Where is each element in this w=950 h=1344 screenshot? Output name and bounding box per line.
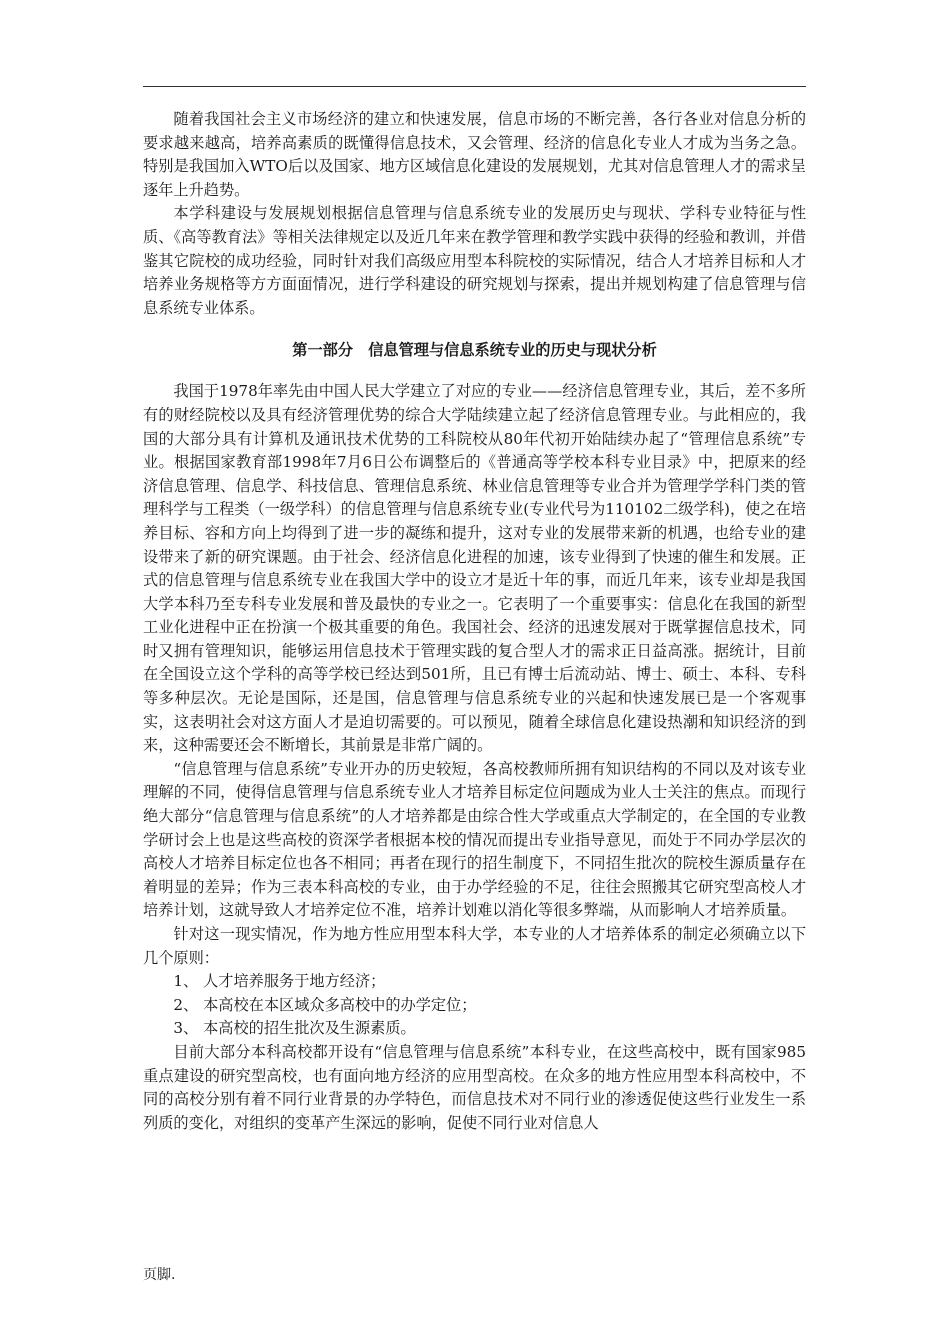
intro-paragraph-2: 本学科建设与发展规划根据信息管理与信息系统专业的发展历史与现状、学科专业特征与性质、《高等教育法》等相关法律规定以及近几年来在教学管理和教学实践中获得的经验和教训，并借鉴其它院校的成功经验，同时针对我们高级应用型本科院校的实际情况，结合人才培养目标和人才培养业务规格等方方面面情况，进行学科建设的研究规划与探索，提出并规划构建了信息管理与信息系统专业体系。 — [143, 204, 806, 317]
intro-paragraph-1: 随着我国社会主义市场经济的建立和快速发展，信息市场的不断完善，各行各业对信息分析的要求越来越高，培养高素质的既懂得信息技术，又会管理、经济的信息化专业人才成为当务之急。特别是我国加入WTO后以及国家、地方区域信息化建设的发展规划，尤其对信息管理人才的需求呈逐年上升趋势。 — [143, 110, 806, 199]
principle-item: 3、 本高校的招生批次及生源素质。 — [173, 1019, 416, 1038]
principles-intro-paragraph: 针对这一现实情况，作为地方性应用型本科大学，本专业的人才培养体系的制定必须确立以下几个原则： — [143, 925, 806, 967]
history-paragraph: 我国于1978年率先由中国人民大学建立了对应的专业——经济信息管理专业，其后，差不多所有的财经院校以及具有经济管理优势的综合大学陆续建立起了经济信息管理专业。与此相应的，我国的大部分具有计算机及通讯技术优势的工科院校从80年代初开始陆续办起了“管理信息系统”专业。根据国家教育部1998年7月6日公布调整后的《普通高等学校本科专业目录》中，把原来的经济信息管理、信息学、科技信息、管理信息系统、林业信息管理等专业合并为管理学学科门类的管理科学与工程类（一级学科）的信息管理与信息系统专业(专业代号为110102二级学科)，使之在培养目标、容和方向上均得到了进一步的凝练和提升，这对专业的发展带来新的机遇，也给专业的建设带来了新的研究课题。由于社会、经济信息化进程的加速，该专业得到了快速的催生和发展。正式的信息管理与信息系统专业在我国大学中的设立才是近十年的事，而近几年来，该专业却是我国大学本科乃至专科专业发展和普及最快的专业之一。它表明了一个重要事实：信息化在我国的新型工业化进程中正在扮演一个极其重要的角色。我国社会、经济的迅速发展对于既掌握信息技术，同时又拥有管理知识，能够运用信息技术于管理实践的复合型人才的需求正日益高涨。据统计，目前在全国设立这个学科的高等学校已经达到501所，且已有博士后流动站、博士、硕士、本科、专科等多种层次。无论是国际，还是国，信息管理与信息系统专业的兴起和快速发展已是一个客观事实，这表明社会对这方面人才是迫切需要的。可以预见，随着全球信息化建设热潮和知识经济的到来，这种需要还会不断增长，其前景是非常广阔的。 — [143, 382, 806, 755]
principle-item: 2、 本高校在本区域众多高校中的办学定位； — [173, 995, 477, 1014]
final-paragraph: 目前大部分本科高校都开设有“信息管理与信息系统”本科专业，在这些高校中，既有国家985重点建设的研究型高校，也有面向地方经济的应用型高校。在众多的地方性应用型本科高校中，不同的高校分别有着不同行业背景的办学特色，而信息技术对不同行业的渗透促使这些行业发生一系列质的变化，对组织的变革产生深远的影响，促使不同行业对信息人 — [143, 1042, 806, 1132]
document-body — [143, 108, 806, 1135]
header-rule — [143, 86, 806, 87]
positioning-paragraph: “信息管理与信息系统”专业开办的历史较短，各高校教师所拥有知识结构的不同以及对该专业理解的不同，使得信息管理与信息系统专业人才培养目标定位问题成为业人士关注的焦点。而现行绝大部分“信息管理与信息系统”的人才培养都是由综合性大学或重点大学制定的，在全国的专业教学研讨会上也是这些高校的资深学者根据本校的情况而提出专业指导意见，而处于不同办学层次的高校人才培养目标定位也各不相同；再者在现行的招生制度下，不同招生批次的院校生源质量存在着明显的差异；作为三表本科高校的专业，由于办学经验的不足，往往会照搬其它研究型高校人才培养计划，这就导致人才培养定位不准，培养计划难以消化等很多弊端，从而影响人才培养质量。 — [143, 759, 806, 920]
principle-item: 1、 人才培养服务于地方经济； — [173, 972, 386, 991]
page-footer: 页脚. — [143, 1267, 176, 1283]
section-heading: 第一部分 信息管理与信息系统专业的历史与现状分析 — [292, 341, 657, 360]
